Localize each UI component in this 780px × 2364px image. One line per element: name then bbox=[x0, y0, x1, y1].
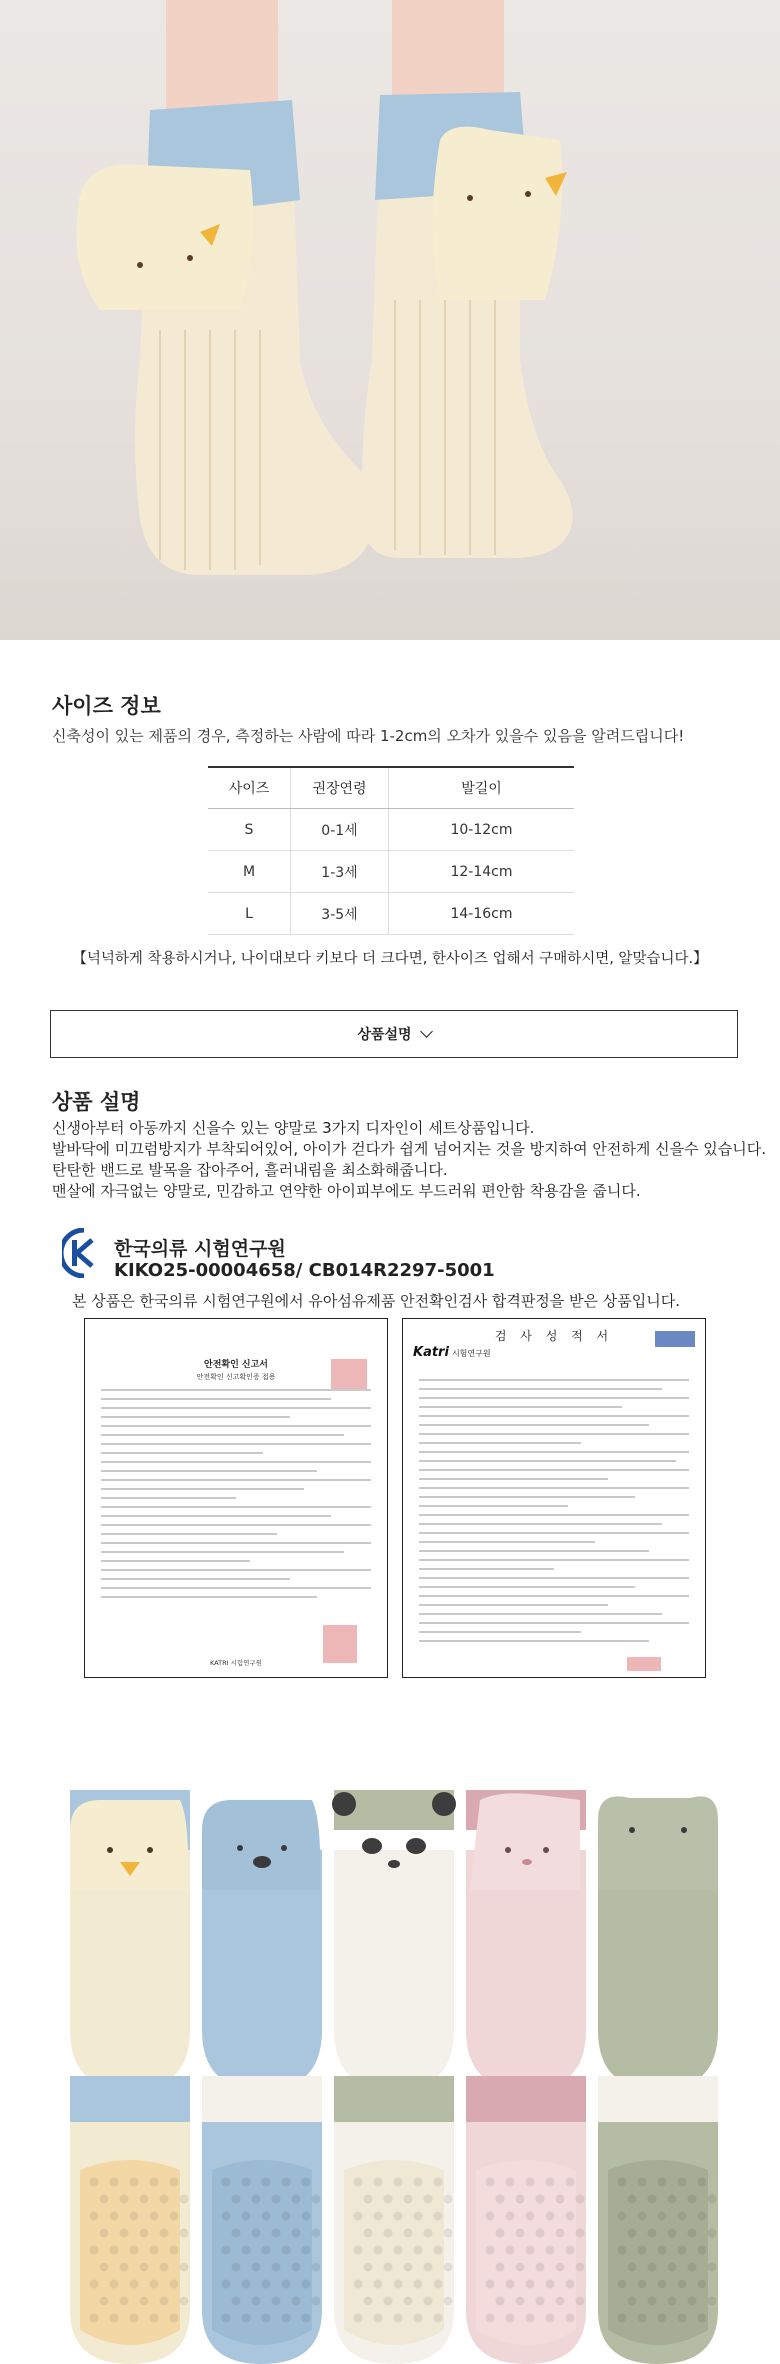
grip-dot bbox=[404, 2195, 413, 2204]
grip-dot bbox=[222, 2246, 231, 2255]
report-badge-icon bbox=[655, 1331, 695, 1347]
grip-dot bbox=[404, 2263, 413, 2272]
grip-dot bbox=[110, 2212, 119, 2221]
grip-dot bbox=[232, 2263, 241, 2272]
grip-dot bbox=[384, 2229, 393, 2238]
grip-dot bbox=[110, 2246, 119, 2255]
grip-dot bbox=[394, 2280, 403, 2289]
grip-dot bbox=[262, 2212, 271, 2221]
grip-dot bbox=[536, 2229, 545, 2238]
grip-dot bbox=[414, 2280, 423, 2289]
grip-dot bbox=[424, 2297, 433, 2306]
grip-dot bbox=[618, 2314, 627, 2323]
grip-dot bbox=[110, 2280, 119, 2289]
grip-dot bbox=[658, 2280, 667, 2289]
table-row bbox=[208, 809, 574, 851]
grip-dot bbox=[120, 2297, 129, 2306]
grip-dot bbox=[566, 2246, 575, 2255]
grip-dot bbox=[576, 2263, 585, 2272]
grip-dot bbox=[444, 2195, 453, 2204]
doc-title: 검 사 성 적 서 bbox=[494, 1329, 614, 1343]
grip-dot bbox=[364, 2229, 373, 2238]
doc-footer: KATRI 시험연구원 bbox=[210, 1659, 262, 1667]
description-line: 신생아부터 아동까지 신을수 있는 양말로 3가지 디자인이 세트상품입니다. bbox=[52, 1119, 535, 1137]
katri-logo: Katri 시험연구원 bbox=[413, 1345, 491, 1360]
grip-dot bbox=[384, 2263, 393, 2272]
grip-dot bbox=[708, 2297, 717, 2306]
table-row bbox=[208, 893, 574, 935]
grip-dot bbox=[668, 2229, 677, 2238]
grip-dot bbox=[698, 2314, 707, 2323]
grip-dot bbox=[546, 2314, 555, 2323]
grip-dot bbox=[628, 2229, 637, 2238]
grip-dot bbox=[130, 2178, 139, 2187]
grip-dot bbox=[232, 2297, 241, 2306]
grip-dot bbox=[222, 2178, 231, 2187]
grip-dot bbox=[546, 2178, 555, 2187]
grip-dot bbox=[110, 2178, 119, 2187]
grip-dot bbox=[414, 2212, 423, 2221]
grip-dot bbox=[312, 2195, 321, 2204]
grip-dot bbox=[160, 2229, 169, 2238]
grip-dot bbox=[100, 2263, 109, 2272]
grip-dot bbox=[272, 2263, 281, 2272]
description-line: 맨살에 자극없는 양말로, 민감하고 연약한 아이피부에도 부드러워 편안함 착용감을 줍니다. bbox=[52, 1182, 641, 1200]
grip-dot bbox=[566, 2314, 575, 2323]
grip-dot bbox=[90, 2178, 99, 2187]
grip-dot bbox=[708, 2263, 717, 2272]
grip-dot bbox=[242, 2246, 251, 2255]
grip-dot bbox=[566, 2212, 575, 2221]
grip-dot bbox=[282, 2212, 291, 2221]
grip-dot bbox=[496, 2195, 505, 2204]
grip-dot bbox=[90, 2246, 99, 2255]
grip-dot bbox=[688, 2297, 697, 2306]
grip-dot bbox=[678, 2178, 687, 2187]
grip-dot bbox=[434, 2212, 443, 2221]
grip-dot bbox=[262, 2314, 271, 2323]
grip-dot bbox=[242, 2280, 251, 2289]
grip-dot bbox=[444, 2297, 453, 2306]
grip-dot bbox=[140, 2195, 149, 2204]
grip-dot bbox=[618, 2246, 627, 2255]
grip-dot bbox=[272, 2297, 281, 2306]
grip-dot bbox=[486, 2178, 495, 2187]
grip-dot bbox=[160, 2195, 169, 2204]
grip-dot bbox=[678, 2246, 687, 2255]
grip-dot bbox=[688, 2195, 697, 2204]
grip-dot bbox=[506, 2178, 515, 2187]
grip-dot bbox=[566, 2280, 575, 2289]
grip-dot bbox=[150, 2212, 159, 2221]
toggle-label: 상품설명 bbox=[357, 1027, 412, 1043]
grip-dot bbox=[536, 2297, 545, 2306]
doc-subtitle: 안전확인 신고확인증 접용 bbox=[196, 1373, 276, 1381]
grip-dot bbox=[486, 2246, 495, 2255]
grip-dot bbox=[628, 2297, 637, 2306]
grip-dot bbox=[150, 2280, 159, 2289]
grip-dot bbox=[618, 2280, 627, 2289]
doc-text-lines bbox=[101, 1389, 371, 1605]
grip-dot bbox=[658, 2212, 667, 2221]
grip-dot bbox=[100, 2297, 109, 2306]
table-cell: L bbox=[208, 893, 291, 935]
grip-dot bbox=[688, 2229, 697, 2238]
grip-dot bbox=[302, 2178, 311, 2187]
grip-dot bbox=[302, 2212, 311, 2221]
grip-dot bbox=[180, 2229, 189, 2238]
grip-dot bbox=[150, 2178, 159, 2187]
size-table-header: 권장연령 bbox=[291, 767, 389, 809]
grip-dot bbox=[292, 2263, 301, 2272]
grip-dot bbox=[424, 2263, 433, 2272]
grip-dot bbox=[414, 2246, 423, 2255]
grip-dot bbox=[312, 2229, 321, 2238]
grip-dot bbox=[708, 2195, 717, 2204]
grip-dot bbox=[424, 2195, 433, 2204]
grip-dot bbox=[242, 2314, 251, 2323]
doc-text-lines bbox=[419, 1379, 689, 1649]
grip-dot bbox=[110, 2314, 119, 2323]
grip-dot bbox=[262, 2246, 271, 2255]
grip-dot bbox=[526, 2246, 535, 2255]
grip-dot bbox=[312, 2263, 321, 2272]
product-description-toggle-button[interactable] bbox=[50, 1010, 738, 1058]
grip-dot bbox=[272, 2195, 281, 2204]
grip-dot bbox=[252, 2229, 261, 2238]
grip-dot bbox=[120, 2263, 129, 2272]
grip-dot bbox=[150, 2314, 159, 2323]
size-tip: 【넉넉하게 착용하시거나, 나이대보다 키보다 더 크다면, 한사이즈 업해서 구매하시면, 알맞습니다.】 bbox=[72, 951, 708, 967]
table-cell: 3-5세 bbox=[291, 893, 389, 935]
grip-dot bbox=[638, 2280, 647, 2289]
grip-dot bbox=[638, 2178, 647, 2187]
grip-dot bbox=[130, 2314, 139, 2323]
size-table-header-row bbox=[208, 767, 574, 809]
grip-dot bbox=[180, 2297, 189, 2306]
grip-dot bbox=[638, 2212, 647, 2221]
grip-dot bbox=[282, 2314, 291, 2323]
grip-dot bbox=[556, 2297, 565, 2306]
grip-dot bbox=[374, 2246, 383, 2255]
grip-dot bbox=[170, 2178, 179, 2187]
grip-dot bbox=[414, 2178, 423, 2187]
grip-dot bbox=[364, 2195, 373, 2204]
grip-dot bbox=[424, 2229, 433, 2238]
grip-dot bbox=[180, 2263, 189, 2272]
size-info-title: 사이즈 정보 bbox=[52, 694, 161, 718]
grip-dot bbox=[394, 2246, 403, 2255]
grip-dot bbox=[150, 2246, 159, 2255]
grip-dot bbox=[170, 2280, 179, 2289]
grip-dot bbox=[678, 2314, 687, 2323]
grip-dot bbox=[312, 2297, 321, 2306]
grip-dot bbox=[160, 2263, 169, 2272]
grip-dot bbox=[130, 2280, 139, 2289]
grip-dot bbox=[698, 2212, 707, 2221]
grip-dot bbox=[292, 2195, 301, 2204]
grip-dot bbox=[90, 2314, 99, 2323]
grip-dot bbox=[292, 2229, 301, 2238]
chevron-down-icon bbox=[420, 1025, 433, 1038]
grip-dot bbox=[374, 2212, 383, 2221]
grip-dot bbox=[434, 2314, 443, 2323]
size-info-note: 신축성이 있는 제품의 경우, 측정하는 사람에 따라 1-2cm의 오차가 있을수 있음을 알려드립니다! bbox=[52, 727, 685, 745]
table-cell: 10-12cm bbox=[389, 809, 575, 851]
grip-dot bbox=[180, 2195, 189, 2204]
grip-dot bbox=[272, 2229, 281, 2238]
grip-dot bbox=[618, 2212, 627, 2221]
grip-dot bbox=[516, 2263, 525, 2272]
grip-dot bbox=[688, 2263, 697, 2272]
sock-bunny-pink bbox=[466, 1790, 586, 2090]
grip-dot bbox=[506, 2280, 515, 2289]
grip-dot bbox=[698, 2246, 707, 2255]
grip-dot bbox=[434, 2246, 443, 2255]
grip-dot bbox=[282, 2178, 291, 2187]
grip-dot bbox=[496, 2229, 505, 2238]
grip-dot bbox=[576, 2297, 585, 2306]
grip-dot bbox=[394, 2314, 403, 2323]
grip-dot bbox=[648, 2297, 657, 2306]
grip-dot bbox=[292, 2297, 301, 2306]
grip-dot bbox=[678, 2280, 687, 2289]
grip-dot bbox=[160, 2297, 169, 2306]
table-cell: M bbox=[208, 851, 291, 893]
grip-dot bbox=[444, 2229, 453, 2238]
grip-dot bbox=[262, 2178, 271, 2187]
cert-description: 본 상품은 한국의류 시험연구원에서 유아섬유제품 안전확인검사 합격판정을 받은 상품입니다. bbox=[72, 1292, 681, 1310]
size-table-header: 발길이 bbox=[389, 767, 575, 809]
grip-dot bbox=[384, 2297, 393, 2306]
grip-dot bbox=[242, 2212, 251, 2221]
grip-dot bbox=[526, 2212, 535, 2221]
grip-dot bbox=[354, 2246, 363, 2255]
grip-dot bbox=[354, 2212, 363, 2221]
grip-dot bbox=[486, 2314, 495, 2323]
grip-dot bbox=[354, 2280, 363, 2289]
grip-dot bbox=[668, 2263, 677, 2272]
grip-dot bbox=[628, 2263, 637, 2272]
grip-dot bbox=[556, 2229, 565, 2238]
grip-dot bbox=[546, 2212, 555, 2221]
grip-dot bbox=[282, 2246, 291, 2255]
grip-dot bbox=[302, 2280, 311, 2289]
test-report-document bbox=[402, 1318, 706, 1678]
grip-dot bbox=[90, 2280, 99, 2289]
grip-dot bbox=[302, 2314, 311, 2323]
grip-dot bbox=[414, 2314, 423, 2323]
doc-title: 안전확인 신고서 bbox=[204, 1360, 268, 1370]
grip-dot bbox=[170, 2246, 179, 2255]
report-stamp bbox=[627, 1657, 661, 1671]
grip-dot bbox=[354, 2178, 363, 2187]
hero-photo bbox=[0, 0, 780, 640]
grip-dot bbox=[658, 2178, 667, 2187]
grip-dot bbox=[486, 2280, 495, 2289]
grip-dot bbox=[496, 2263, 505, 2272]
grip-dot bbox=[556, 2263, 565, 2272]
grip-dot bbox=[444, 2263, 453, 2272]
grip-dot bbox=[708, 2229, 717, 2238]
sock-bear-blue bbox=[202, 1800, 322, 2090]
grip-dot bbox=[628, 2195, 637, 2204]
grip-dot bbox=[140, 2263, 149, 2272]
table-cell: 12-14cm bbox=[389, 851, 575, 893]
grip-dot bbox=[526, 2280, 535, 2289]
sock-bear-cream bbox=[70, 1790, 190, 2090]
grip-dot bbox=[282, 2280, 291, 2289]
table-row bbox=[208, 851, 574, 893]
grip-dot bbox=[354, 2314, 363, 2323]
grip-dot bbox=[536, 2195, 545, 2204]
description-body bbox=[52, 1118, 766, 1202]
grip-dot bbox=[404, 2297, 413, 2306]
grip-dot bbox=[576, 2229, 585, 2238]
grip-dot bbox=[170, 2314, 179, 2323]
grip-dot bbox=[252, 2263, 261, 2272]
grip-dot bbox=[252, 2297, 261, 2306]
sock-lineup-illustration bbox=[0, 1790, 780, 2364]
sock-frog-sage bbox=[598, 1796, 718, 2090]
grip-dot bbox=[576, 2195, 585, 2204]
table-cell: 14-16cm bbox=[389, 893, 575, 935]
grip-dot bbox=[364, 2297, 373, 2306]
grip-dot bbox=[638, 2314, 647, 2323]
size-table-header: 사이즈 bbox=[208, 767, 291, 809]
safety-declaration-document bbox=[84, 1318, 388, 1678]
grip-dot bbox=[130, 2246, 139, 2255]
grip-dot bbox=[536, 2263, 545, 2272]
table-cell: S bbox=[208, 809, 291, 851]
grip-dot bbox=[232, 2229, 241, 2238]
grip-dot bbox=[130, 2212, 139, 2221]
description-title: 상품 설명 bbox=[52, 1090, 141, 1114]
grip-dot bbox=[170, 2212, 179, 2221]
grip-dot bbox=[516, 2229, 525, 2238]
table-cell: 0-1세 bbox=[291, 809, 389, 851]
grip-dot bbox=[140, 2229, 149, 2238]
grip-dot bbox=[648, 2229, 657, 2238]
grip-dot bbox=[546, 2246, 555, 2255]
grip-dot bbox=[242, 2178, 251, 2187]
grip-dot bbox=[486, 2212, 495, 2221]
grip-dot bbox=[516, 2297, 525, 2306]
grip-dot bbox=[556, 2195, 565, 2204]
grip-dot bbox=[222, 2212, 231, 2221]
grip-dot bbox=[394, 2212, 403, 2221]
socks-on-legs-illustration bbox=[0, 0, 780, 640]
grip-dot bbox=[222, 2314, 231, 2323]
grip-dot bbox=[638, 2246, 647, 2255]
grip-dot bbox=[252, 2195, 261, 2204]
grip-dot bbox=[140, 2297, 149, 2306]
grip-dot bbox=[506, 2212, 515, 2221]
grip-dot bbox=[374, 2314, 383, 2323]
grip-dot bbox=[546, 2280, 555, 2289]
grip-dot bbox=[496, 2297, 505, 2306]
grip-dot bbox=[232, 2195, 241, 2204]
grip-dot bbox=[434, 2280, 443, 2289]
official-stamp bbox=[331, 1359, 367, 1389]
sock-panda-white bbox=[332, 1790, 456, 2090]
grip-dot bbox=[384, 2195, 393, 2204]
grip-dot bbox=[698, 2280, 707, 2289]
grip-dot bbox=[566, 2178, 575, 2187]
grip-dot bbox=[668, 2195, 677, 2204]
grip-dot bbox=[374, 2280, 383, 2289]
kc-mark-icon bbox=[62, 1228, 106, 1278]
grip-dot bbox=[120, 2195, 129, 2204]
grip-dot bbox=[100, 2229, 109, 2238]
grip-dot bbox=[100, 2195, 109, 2204]
grip-dot bbox=[90, 2212, 99, 2221]
grip-dot bbox=[526, 2178, 535, 2187]
grip-dot bbox=[526, 2314, 535, 2323]
grip-dot bbox=[698, 2178, 707, 2187]
grip-dot bbox=[262, 2280, 271, 2289]
grip-dot bbox=[120, 2229, 129, 2238]
grip-dot bbox=[404, 2229, 413, 2238]
grip-dot bbox=[658, 2246, 667, 2255]
grip-dot bbox=[648, 2263, 657, 2272]
grip-dot bbox=[364, 2263, 373, 2272]
grip-dot bbox=[302, 2246, 311, 2255]
table-cell: 1-3세 bbox=[291, 851, 389, 893]
grip-dot bbox=[516, 2195, 525, 2204]
grip-dot bbox=[506, 2246, 515, 2255]
grip-dot bbox=[506, 2314, 515, 2323]
grip-dot bbox=[222, 2280, 231, 2289]
grip-dot bbox=[678, 2212, 687, 2221]
cert-org-name: 한국의류 시험연구원 bbox=[114, 1238, 286, 1260]
cert-code: KIKO25-00004658/ CB014R2297-5001 bbox=[114, 1260, 495, 1281]
description-line: 발바닥에 미끄럼방지가 부착되어있어, 아이가 걷다가 쉽게 넘어지는 것을 방지하여 안전하게 신을수 있습니다. bbox=[52, 1140, 767, 1158]
grip-dot bbox=[648, 2195, 657, 2204]
grip-dot bbox=[658, 2314, 667, 2323]
grip-dot bbox=[434, 2178, 443, 2187]
grip-dot bbox=[374, 2178, 383, 2187]
grip-dot bbox=[618, 2178, 627, 2187]
size-table bbox=[208, 766, 574, 935]
grip-dot bbox=[668, 2297, 677, 2306]
grip-dot bbox=[394, 2178, 403, 2187]
description-line: 탄탄한 밴드로 발목을 잡아주어, 흘러내림을 최소화해줍니다. bbox=[52, 1161, 448, 1179]
